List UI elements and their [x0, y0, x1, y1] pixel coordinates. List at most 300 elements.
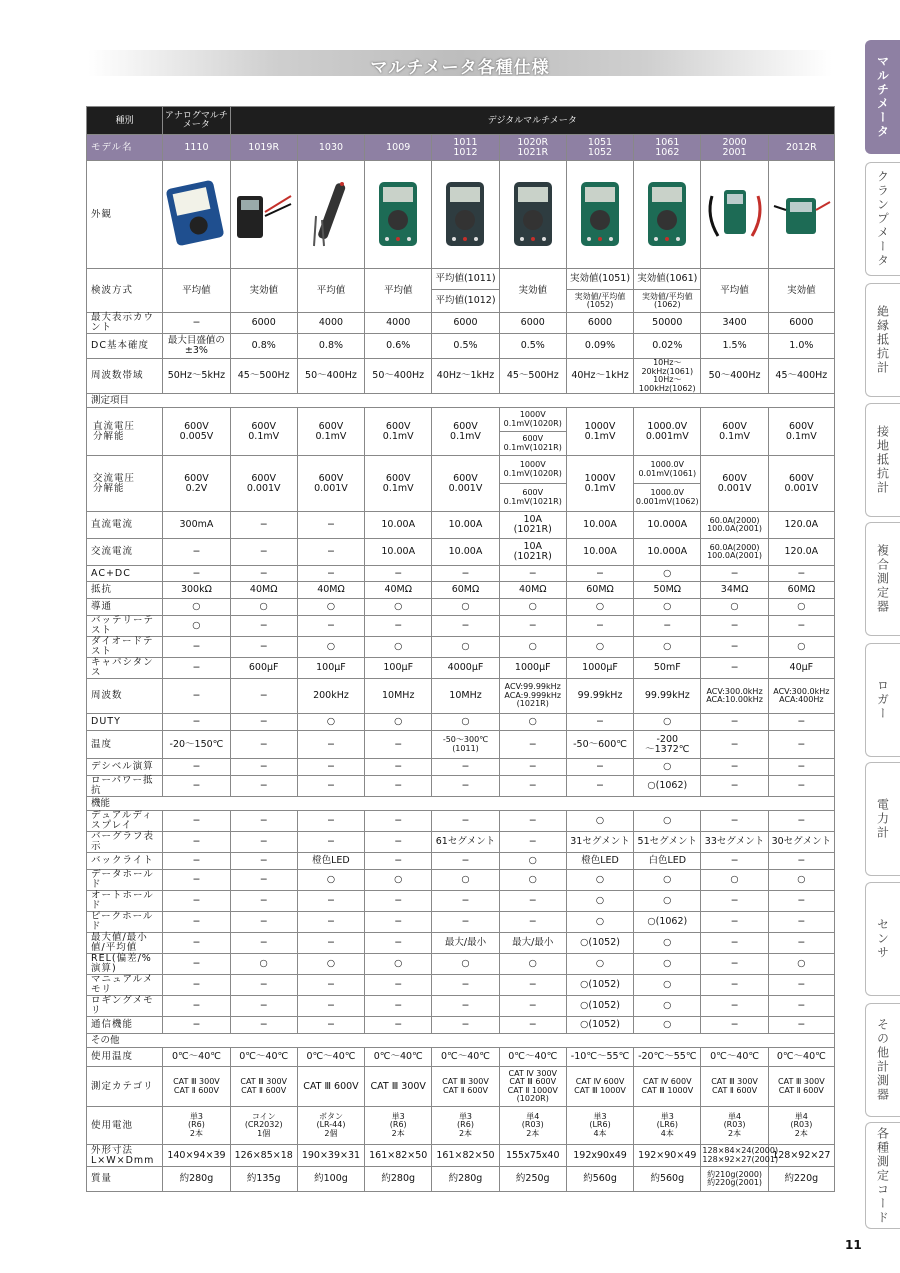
- table-cell: −: [365, 776, 432, 797]
- table-cell: −: [297, 996, 364, 1017]
- table-cell: 600V 0.1mV: [432, 408, 499, 456]
- table-cell: 10.00A: [365, 539, 432, 566]
- table-cell: −: [163, 637, 230, 658]
- model-name: 1051 1052: [566, 135, 633, 161]
- table-cell: CAT Ⅲ 300V CAT Ⅱ 600V: [230, 1067, 297, 1107]
- table-cell: 45〜400Hz: [768, 359, 834, 394]
- table-cell: 10.00A: [566, 539, 633, 566]
- table-cell: −: [365, 891, 432, 912]
- side-tab[interactable]: [865, 40, 900, 154]
- table-row: [87, 566, 835, 582]
- table-cell: 0℃〜40℃: [297, 1048, 364, 1067]
- table-cell: −: [230, 811, 297, 832]
- table-cell: ○: [634, 1017, 701, 1034]
- table-cell: 0.5%: [499, 334, 566, 359]
- table-cell: −: [230, 776, 297, 797]
- table-cell: 40Hz〜1kHz: [432, 359, 499, 394]
- table-row: [87, 1067, 835, 1107]
- device-photo: [768, 161, 834, 269]
- table-cell: −: [499, 731, 566, 759]
- table-cell: ○: [566, 954, 633, 975]
- table-cell: 45〜500Hz: [230, 359, 297, 394]
- row-label: 測定カテゴリ: [87, 1067, 163, 1107]
- table-cell: −: [297, 512, 364, 539]
- table-row: [87, 1107, 835, 1145]
- section-label: その他: [87, 1034, 835, 1048]
- table-cell: 1000V 0.1mV(1020R): [499, 456, 566, 484]
- table-cell: −: [297, 539, 364, 566]
- table-cell: −: [701, 616, 768, 637]
- table-cell: 単3 (R6) 2本: [432, 1107, 499, 1145]
- table-cell: −: [768, 853, 834, 870]
- table-cell: 1000μF: [566, 658, 633, 679]
- table-cell: 600V 0.001V: [230, 456, 297, 512]
- table-cell: −: [701, 637, 768, 658]
- table-cell: CAT Ⅲ 600V: [297, 1067, 364, 1107]
- table-cell: ○: [432, 637, 499, 658]
- table-cell: ACV:300.0kHz ACA:10.00kHz: [701, 679, 768, 714]
- section-label: 機能: [87, 797, 835, 811]
- table-cell: 10.00A: [432, 512, 499, 539]
- table-cell: ○: [365, 599, 432, 616]
- table-cell: 600μF: [230, 658, 297, 679]
- table-cell: −: [163, 853, 230, 870]
- table-cell: 橙色LED: [566, 853, 633, 870]
- table-cell: −: [230, 714, 297, 731]
- table-cell: ACV:99.99kHz ACA:9.999kHz (1021R): [499, 679, 566, 714]
- header-row: [87, 107, 835, 135]
- table-cell: 50〜400Hz: [701, 359, 768, 394]
- table-cell: ○(1062): [634, 912, 701, 933]
- row-label: ピークホールド: [87, 912, 163, 933]
- table-cell: ○: [566, 891, 633, 912]
- table-cell: 200kHz: [297, 679, 364, 714]
- row-label: 使用温度: [87, 1048, 163, 1067]
- device-photo: [566, 161, 633, 269]
- table-cell: 実効値: [768, 269, 834, 313]
- row-label: デュアルディスプレイ: [87, 811, 163, 832]
- table-cell: 平均値: [163, 269, 230, 313]
- table-row: [87, 1017, 835, 1034]
- table-cell: 0.02%: [634, 334, 701, 359]
- table-cell: −: [163, 996, 230, 1017]
- table-cell: 1000V 0.1mV: [566, 456, 633, 512]
- side-tab-label: センサ: [875, 918, 890, 960]
- table-cell: −: [163, 313, 230, 334]
- table-cell: −: [701, 912, 768, 933]
- table-cell: 10MHz: [365, 679, 432, 714]
- table-cell: 6000: [432, 313, 499, 334]
- row-label: 通信機能: [87, 1017, 163, 1034]
- table-cell: −: [230, 853, 297, 870]
- digital-label: デジタルマルチメータ: [230, 107, 834, 135]
- table-cell: 126×85×18: [230, 1145, 297, 1167]
- table-cell: −: [768, 776, 834, 797]
- table-cell: 128×92×27: [768, 1145, 834, 1167]
- table-cell: 31セグメント: [566, 832, 633, 853]
- table-cell: 平均値: [365, 269, 432, 313]
- page-number: 11: [845, 1238, 862, 1252]
- table-row: [87, 759, 835, 776]
- table-cell: 60MΩ: [432, 582, 499, 599]
- table-cell: ○: [768, 637, 834, 658]
- table-row: [87, 1167, 835, 1192]
- table-cell: 最大/最小: [432, 933, 499, 954]
- table-cell: 0.8%: [297, 334, 364, 359]
- table-cell: 600V 0.001V: [297, 456, 364, 512]
- table-cell: 白色LED: [634, 853, 701, 870]
- table-cell: 6000: [768, 313, 834, 334]
- table-cell: −: [297, 933, 364, 954]
- title-band: [88, 50, 832, 76]
- table-cell: CAT Ⅳ 300V CAT Ⅲ 600V CAT Ⅱ 1000V (1020R): [499, 1067, 566, 1107]
- side-tab[interactable]: [865, 162, 900, 276]
- table-cell: 40Hz〜1kHz: [566, 359, 633, 394]
- table-cell: 60MΩ: [566, 582, 633, 599]
- table-cell: 単4 (R03) 2本: [768, 1107, 834, 1145]
- table-row: [87, 679, 835, 714]
- section-row: [87, 394, 835, 408]
- table-cell: −: [432, 811, 499, 832]
- table-cell: ○: [634, 714, 701, 731]
- row-label: 交流電圧 分解能: [87, 456, 163, 512]
- table-cell: ○: [499, 870, 566, 891]
- table-cell: 平均値(1012): [432, 290, 499, 313]
- table-cell: ○: [634, 954, 701, 975]
- model-name: 1020R 1021R: [499, 135, 566, 161]
- table-cell: 6000: [499, 313, 566, 334]
- table-cell: -10℃〜55℃: [566, 1048, 633, 1067]
- table-cell: ○: [499, 637, 566, 658]
- device-photo: [365, 161, 432, 269]
- table-cell: 10.00A: [566, 512, 633, 539]
- table-cell: −: [365, 616, 432, 637]
- table-cell: ○: [634, 811, 701, 832]
- table-cell: −: [230, 933, 297, 954]
- table-cell: 600V 0.1mV(1021R): [499, 484, 566, 512]
- table-cell: −: [432, 616, 499, 637]
- table-row: [87, 870, 835, 891]
- table-cell: −: [365, 566, 432, 582]
- table-cell: −: [432, 975, 499, 996]
- row-label: データホールド: [87, 870, 163, 891]
- table-cell: 約280g: [163, 1167, 230, 1192]
- table-cell: −: [163, 975, 230, 996]
- table-cell: −: [163, 776, 230, 797]
- table-cell: −: [365, 933, 432, 954]
- table-row: [87, 996, 835, 1017]
- row-label: 周波数帯域: [87, 359, 163, 394]
- table-cell: −: [365, 811, 432, 832]
- section-row: [87, 797, 835, 811]
- table-cell: 平均値(1011): [432, 269, 499, 290]
- table-cell: −: [163, 870, 230, 891]
- row-label: 検波方式: [87, 269, 163, 313]
- spec-table: [86, 106, 835, 1192]
- table-cell: CAT Ⅳ 600V CAT Ⅲ 1000V: [634, 1067, 701, 1107]
- table-row: [87, 616, 835, 637]
- table-cell: ○: [230, 954, 297, 975]
- table-cell: 0.6%: [365, 334, 432, 359]
- table-row: [87, 811, 835, 832]
- table-cell: 1000μF: [499, 658, 566, 679]
- table-row: [87, 658, 835, 679]
- table-cell: ○: [566, 811, 633, 832]
- table-cell: ○: [768, 599, 834, 616]
- table-cell: 約210g(2000) 約220g(2001): [701, 1167, 768, 1192]
- table-cell: −: [163, 891, 230, 912]
- table-cell: −: [163, 759, 230, 776]
- row-label: 抵抗: [87, 582, 163, 599]
- table-cell: −: [701, 975, 768, 996]
- table-cell: ○: [768, 954, 834, 975]
- table-cell: −: [499, 776, 566, 797]
- table-cell: 0℃〜40℃: [499, 1048, 566, 1067]
- table-cell: 0.09%: [566, 334, 633, 359]
- table-cell: 0℃〜40℃: [701, 1048, 768, 1067]
- table-cell: −: [566, 776, 633, 797]
- side-tab[interactable]: [865, 283, 900, 397]
- table-cell: −: [297, 975, 364, 996]
- table-cell: 最大目盛値の ±3%: [163, 334, 230, 359]
- row-label: DC基本確度: [87, 334, 163, 359]
- device-photo: [297, 161, 364, 269]
- table-cell: −: [230, 637, 297, 658]
- row-label: 直流電圧 分解能: [87, 408, 163, 456]
- table-cell: 161×82×50: [432, 1145, 499, 1167]
- table-cell: 99.99kHz: [634, 679, 701, 714]
- side-tab-label: 電力計: [875, 798, 890, 840]
- table-cell: −: [768, 891, 834, 912]
- page-title: マルチメータ各種仕様: [370, 58, 550, 78]
- side-tab[interactable]: [865, 643, 900, 757]
- table-cell: 6000: [566, 313, 633, 334]
- model-name: 1011 1012: [432, 135, 499, 161]
- table-cell: 161×82×50: [365, 1145, 432, 1167]
- table-cell: 約280g: [365, 1167, 432, 1192]
- table-cell: −: [768, 975, 834, 996]
- table-cell: ○: [163, 616, 230, 637]
- table-cell: ○: [365, 870, 432, 891]
- table-cell: 100μF: [297, 658, 364, 679]
- table-cell: ○: [432, 714, 499, 731]
- table-cell: −: [163, 912, 230, 933]
- table-cell: 50MΩ: [634, 582, 701, 599]
- table-cell: ○: [297, 637, 364, 658]
- table-cell: 平均値: [297, 269, 364, 313]
- table-cell: −: [701, 1017, 768, 1034]
- table-cell: −: [365, 759, 432, 776]
- table-cell: 50mF: [634, 658, 701, 679]
- table-cell: −: [230, 539, 297, 566]
- table-cell: 600V 0.1mV: [701, 408, 768, 456]
- table-cell: ○: [499, 853, 566, 870]
- table-cell: ○: [499, 954, 566, 975]
- table-cell: 600V 0.001V: [768, 456, 834, 512]
- table-cell: 600V 0.001V: [432, 456, 499, 512]
- table-cell: ○(1052): [566, 996, 633, 1017]
- table-cell: CAT Ⅲ 300V: [365, 1067, 432, 1107]
- table-cell: 0℃〜40℃: [365, 1048, 432, 1067]
- table-cell: −: [499, 616, 566, 637]
- table-cell: ○: [634, 637, 701, 658]
- model-name: 1030: [297, 135, 364, 161]
- table-cell: ○: [634, 933, 701, 954]
- table-cell: ○: [230, 599, 297, 616]
- table-cell: -20〜150℃: [163, 731, 230, 759]
- table-cell: 実効値(1061): [634, 269, 701, 290]
- side-tab-label: その他計測器: [875, 1018, 890, 1102]
- table-cell: ○: [634, 599, 701, 616]
- table-cell: ボタン (LR-44) 2個: [297, 1107, 364, 1145]
- table-row: [87, 853, 835, 870]
- table-cell: −: [230, 832, 297, 853]
- table-cell: ○: [634, 891, 701, 912]
- side-tab[interactable]: [865, 1122, 900, 1229]
- table-cell: ○: [432, 954, 499, 975]
- row-label: DUTY: [87, 714, 163, 731]
- model-name: 2012R: [768, 135, 834, 161]
- side-tab[interactable]: [865, 522, 900, 636]
- table-row: [87, 539, 835, 566]
- table-cell: 60.0A(2000) 100.0A(2001): [701, 512, 768, 539]
- table-cell: −: [432, 759, 499, 776]
- table-cell: −: [163, 539, 230, 566]
- table-cell: −: [163, 832, 230, 853]
- table-cell: 1.5%: [701, 334, 768, 359]
- table-cell: −: [230, 566, 297, 582]
- table-cell: −: [297, 566, 364, 582]
- table-cell: −: [432, 891, 499, 912]
- table-cell: 4000: [297, 313, 364, 334]
- table-cell: −: [499, 566, 566, 582]
- table-cell: -200 〜1372℃: [634, 731, 701, 759]
- table-cell: −: [230, 759, 297, 776]
- table-cell: 0℃〜40℃: [432, 1048, 499, 1067]
- table-cell: 0℃〜40℃: [163, 1048, 230, 1067]
- table-cell: CAT Ⅲ 300V CAT Ⅱ 600V: [701, 1067, 768, 1107]
- table-cell: ACV:300.0kHz ACA:400Hz: [768, 679, 834, 714]
- table-cell: 190×39×31: [297, 1145, 364, 1167]
- table-row: [87, 512, 835, 539]
- table-cell: 60MΩ: [768, 582, 834, 599]
- table-row: [87, 599, 835, 616]
- row-label: 最大値/最小値/平均値: [87, 933, 163, 954]
- table-cell: ○: [566, 637, 633, 658]
- table-cell: 0.5%: [432, 334, 499, 359]
- table-cell: -50〜600℃: [566, 731, 633, 759]
- table-cell: −: [297, 731, 364, 759]
- table-row: [87, 731, 835, 759]
- side-tab[interactable]: [865, 762, 900, 876]
- table-cell: 33セグメント: [701, 832, 768, 853]
- table-cell: −: [230, 870, 297, 891]
- table-cell: 1000.0V 0.001mV: [634, 408, 701, 456]
- side-tab-label: 接地抵抗計: [875, 425, 890, 495]
- model-label: モデル名: [87, 135, 163, 161]
- row-label: ダイオードテスト: [87, 637, 163, 658]
- table-cell: −: [566, 566, 633, 582]
- table-cell: −: [701, 731, 768, 759]
- table-cell: 10A (1021R): [499, 512, 566, 539]
- table-cell: 600V 0.1mV(1021R): [499, 432, 566, 456]
- model-row: [87, 135, 835, 161]
- table-cell: 単3 (LR6) 4本: [634, 1107, 701, 1145]
- table-cell: 51セグメント: [634, 832, 701, 853]
- table-cell: −: [701, 714, 768, 731]
- table-row: [87, 912, 835, 933]
- table-cell: 120.0A: [768, 539, 834, 566]
- table-cell: −: [701, 566, 768, 582]
- table-cell: 600V 0.1mV: [230, 408, 297, 456]
- table-cell: −: [230, 616, 297, 637]
- table-cell: −: [297, 759, 364, 776]
- table-cell: 1000.0V 0.01mV(1061): [634, 456, 701, 484]
- table-cell: 単3 (LR6) 4本: [566, 1107, 633, 1145]
- table-cell: ○: [701, 870, 768, 891]
- table-cell: −: [499, 912, 566, 933]
- table-cell: 50Hz〜5kHz: [163, 359, 230, 394]
- table-cell: −: [365, 832, 432, 853]
- side-tab[interactable]: [865, 403, 900, 517]
- table-cell: ○: [634, 975, 701, 996]
- row-label: REL(偏差/%演算): [87, 954, 163, 975]
- table-cell: -20℃〜55℃: [634, 1048, 701, 1067]
- table-cell: 単3 (R6) 2本: [163, 1107, 230, 1145]
- table-row: [87, 408, 835, 432]
- analog-label: アナログマルチメータ: [163, 107, 230, 135]
- table-row: [87, 933, 835, 954]
- table-cell: −: [499, 891, 566, 912]
- row-label: 使用電池: [87, 1107, 163, 1145]
- table-cell: CAT Ⅲ 300V CAT Ⅱ 600V: [163, 1067, 230, 1107]
- table-cell: −: [701, 776, 768, 797]
- row-label: 最大表示カウント: [87, 313, 163, 334]
- table-cell: 0.8%: [230, 334, 297, 359]
- table-cell: ○(1052): [566, 1017, 633, 1034]
- side-tab[interactable]: [865, 1003, 900, 1117]
- table-cell: −: [499, 996, 566, 1017]
- table-cell: −: [432, 1017, 499, 1034]
- table-cell: −: [297, 891, 364, 912]
- row-label: 交流電流: [87, 539, 163, 566]
- table-cell: −: [365, 853, 432, 870]
- device-photo: [163, 161, 230, 269]
- table-cell: −: [432, 853, 499, 870]
- table-cell: −: [701, 954, 768, 975]
- table-cell: −: [297, 832, 364, 853]
- table-cell: 40MΩ: [230, 582, 297, 599]
- table-cell: −: [768, 616, 834, 637]
- table-cell: 128×84×24(2000) 128×92×27(2001): [701, 1145, 768, 1167]
- row-label: 導通: [87, 599, 163, 616]
- table-cell: 4000: [365, 313, 432, 334]
- table-cell: ○(1062): [634, 776, 701, 797]
- row-label: AC+DC: [87, 566, 163, 582]
- side-tab-label: クランプメータ: [875, 170, 890, 268]
- table-cell: ○: [566, 870, 633, 891]
- table-cell: 300kΩ: [163, 582, 230, 599]
- table-cell: −: [365, 996, 432, 1017]
- table-cell: 192×90×49: [634, 1145, 701, 1167]
- table-cell: 実効値/平均値 (1062): [634, 290, 701, 313]
- table-cell: ○: [365, 714, 432, 731]
- table-cell: 40MΩ: [365, 582, 432, 599]
- side-tab[interactable]: [865, 882, 900, 996]
- table-cell: 40MΩ: [297, 582, 364, 599]
- table-cell: ○: [163, 599, 230, 616]
- table-cell: 40μF: [768, 658, 834, 679]
